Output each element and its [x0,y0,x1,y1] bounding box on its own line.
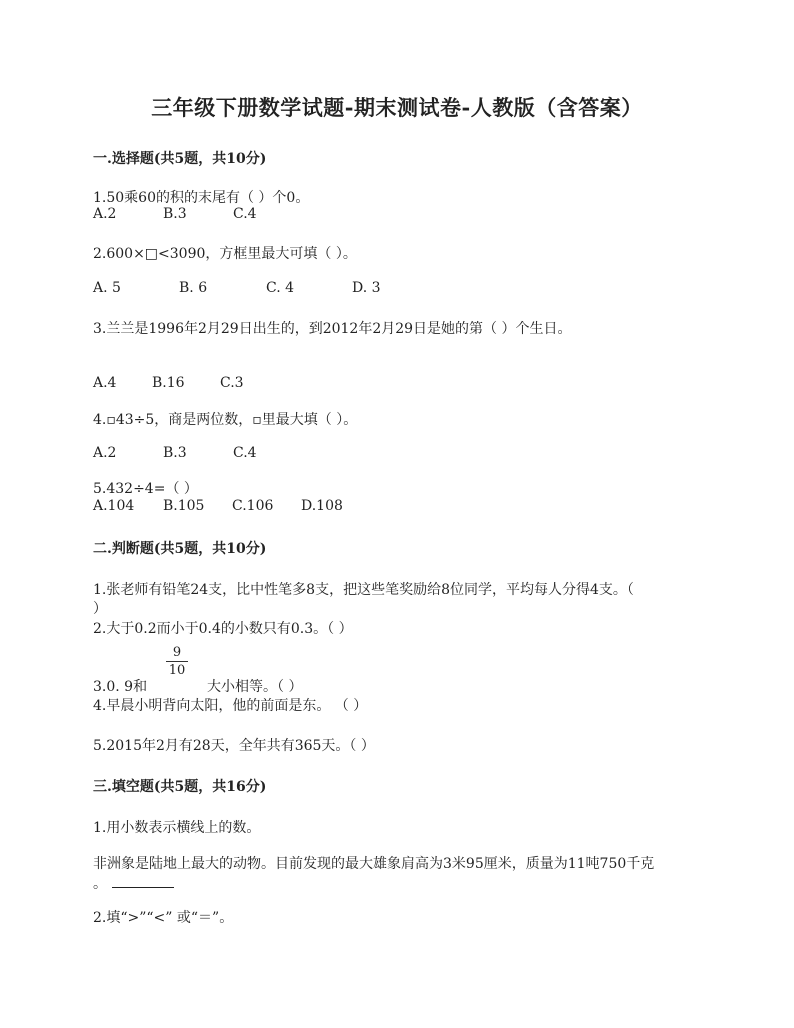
choice-q3-option-c: C.3 [220,375,244,391]
choice-q5-option-a: A.104 [93,498,135,514]
choice-question-5: 5.432÷4=（ ） [93,481,198,497]
choice-q1-option-b: B.3 [163,206,187,222]
judge-question-1-continued: ） [93,601,107,617]
choice-q4-option-c: C.4 [233,445,257,461]
judge-question-3-prefix: 3.0. 9和 [93,679,148,695]
page-title: 三年级下册数学试题-期末测试卷-人教版（含答案） [151,95,643,120]
choice-q4-option-a: A.2 [93,445,117,461]
choice-q5-option-b: B.105 [163,498,205,514]
choice-q1-option-c: C.4 [233,206,257,222]
fraction-denominator: 10 [168,663,186,678]
answer-blank-line [112,887,174,888]
section-heading-fill: 三.填空题(共5题，共16分) [93,779,267,795]
fraction-numerator: 9 [172,645,182,660]
choice-q3-option-b: B.16 [152,375,185,391]
choice-q5-option-c: C.106 [232,498,274,514]
section-heading-choice: 一.选择题(共5题，共10分) [93,151,267,167]
judge-question-4: 4.早晨小明背向太阳，他的前面是东。 （ ） [93,698,368,714]
choice-q2-option-b: B. 6 [179,280,208,296]
choice-q2-option-d: D. 3 [352,280,381,296]
choice-q3-option-a: A.4 [93,375,117,391]
judge-question-2: 2.大于0.2而小于0.4的小数只有0.3。（ ） [93,621,353,637]
judge-question-5: 5.2015年2月有28天，全年共有365天。（ ） [93,738,375,754]
judge-question-1: 1.张老师有铅笔24支，比中性笔多8支，把这些笔奖励给8位同学，平均每人分得4支。（ [93,582,634,598]
choice-question-1: 1.50乘60的积的末尾有（ ）个0。 [93,190,310,206]
fill-question-2: 2.填“>”“<” 或“＝”。 [93,910,234,926]
fraction-nine-tenths [166,645,188,678]
choice-question-4: 4.▫43÷5，商是两位数，▫里最大填（ ）。 [93,412,358,428]
judge-question-3-suffix: 大小相等。（ ） [207,679,303,695]
choice-q5-option-d: D.108 [301,498,343,514]
section-heading-judge: 二.判断题(共5题，共10分) [93,541,267,557]
choice-q2-option-a: A. 5 [93,280,121,296]
fill-question-1-text: 非洲象是陆地上最大的动物。目前发现的最大雄象肩高为3米95厘米，质量为11吨750千克 [93,856,655,872]
fill-question-1: 1.用小数表示横线上的数。 [93,820,261,836]
choice-question-3: 3.兰兰是1996年2月29日出生的，到2012年2月29日是她的第（ ）个生日。 [93,321,572,337]
choice-q1-option-a: A.2 [93,206,117,222]
choice-question-2: 2.600×□<3090，方框里最大可填（ ）。 [93,246,357,262]
choice-q4-option-b: B.3 [163,445,187,461]
fraction-bar [166,661,188,662]
fill-question-1-text-end: 。 [93,876,107,892]
choice-q2-option-c: C. 4 [266,280,295,296]
